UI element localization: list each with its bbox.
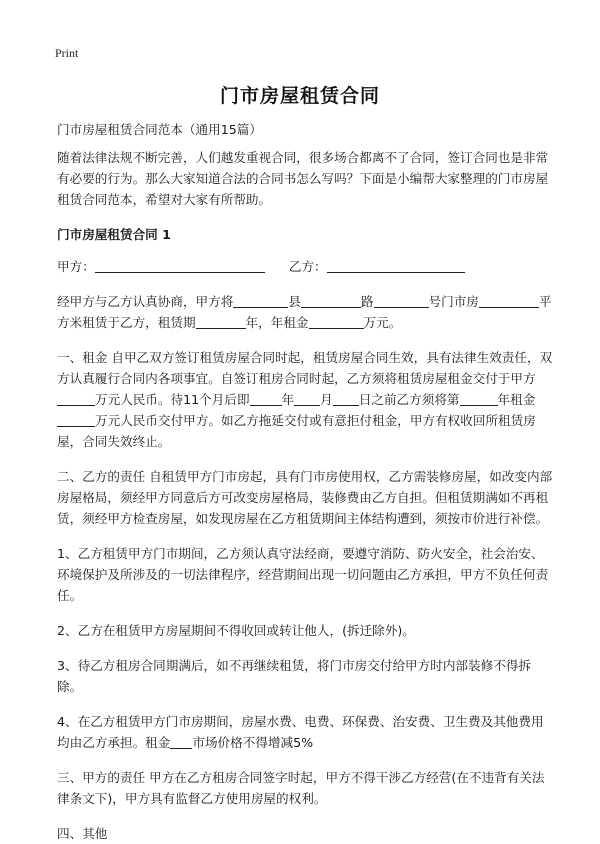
number-blank[interactable] — [374, 293, 429, 308]
agreement-text-5: 平方米租赁于乙方，租赁期 — [57, 294, 552, 330]
clause-3: 3、待乙方租房合同期满后，如不再继续租赁，将门市房交付给甲方时内部装修不得拆除。 — [57, 658, 531, 694]
rent-second-amount-blank[interactable] — [57, 412, 95, 427]
tenant-duty-clause: 二、乙方的责任 自租赁甲方门市房起，具有门市房使用权，乙方需装修房屋，如改变内部房屋格局，须经甲方同意后方可改变房屋格局，装修费由乙方自担。但租赁期满如不再租赁，须经甲方检查房屋，如发现房屋在乙方租赁期间主体结构遭到，须按市价进行补偿。 — [57, 469, 553, 526]
term-blank[interactable] — [196, 314, 246, 329]
rent-nth-year-blank[interactable] — [460, 391, 498, 406]
party-a-blank[interactable] — [95, 258, 265, 273]
rent-text-1: 一、租金 自甲乙双方签订租赁房屋合同时起，租赁房屋合同生效，具有法律生效责任，双方认真履行合同内各项事宜。自签订租房合同时起，乙方须将租赁房屋租金交付于甲方 — [57, 350, 553, 386]
rent-text-4: 月 — [320, 392, 333, 407]
rent-amount-blank[interactable] — [57, 391, 95, 406]
rent-text-7: 万元人民币交付甲方。如乙方拖延交付或有意拒付租金，甲方有权收回所租赁房屋，合同失效终止。 — [57, 413, 536, 449]
agreement-paragraph — [57, 291, 553, 333]
agreement-text-6: 年，年租金 — [245, 315, 309, 330]
agreement-text-1: 经甲方与乙方认真协商，甲方将 — [57, 294, 234, 309]
print-link[interactable]: Print — [55, 46, 79, 60]
section-heading: 门市房屋租赁合同 1 — [57, 227, 171, 242]
road-blank[interactable] — [301, 293, 361, 308]
county-blank[interactable] — [233, 293, 288, 308]
clause-4-text-2: 市场价格不得增减5% — [192, 735, 314, 750]
agreement-text-3: 路 — [360, 294, 374, 309]
document-title: 门市房屋租赁合同 — [219, 85, 380, 107]
clause-1: 1、乙方租赁甲方门市期间，乙方须认真守法经商，要遵守消防、防火安全，社会治安、环境保护及所涉及的一切法律程序，经营期间出现一切问题由乙方承担，甲方不负任何责任。 — [57, 546, 549, 603]
document-body — [57, 119, 553, 844]
rent-text-5: 日之前乙方须将第 — [358, 392, 460, 407]
agreement-text-4: 号门市房 — [428, 294, 479, 309]
clause-2: 2、乙方在租赁甲方房屋期间不得收回或转让他人，(拆迁除外)。 — [57, 623, 415, 638]
rent-change-blank[interactable] — [170, 734, 192, 749]
clause-4-text-1: 4、在乙方租赁甲方门市房期间，房屋水费、电费、环保费、治安费、卫生费及其他费用均由乙方承担。租金 — [57, 714, 544, 750]
rent-year-blank[interactable] — [250, 391, 282, 406]
party-a-label: 甲方： — [57, 259, 95, 274]
rent-text-3: 年 — [281, 392, 295, 407]
rent-text-2: 万元人民币。待11个月后即 — [95, 392, 250, 407]
parties-line — [57, 256, 553, 277]
intro-paragraph: 随着法律法规不断完善，人们越发重视合同，很多场合都离不了合同，签订合同也是非常有必要的行为。那么大家知道合法的合同书怎么写吗？下面是小编帮大家整理的门市房屋租赁合同范本，希望对大家有所帮助。 — [57, 150, 549, 207]
area-blank[interactable] — [479, 293, 539, 308]
document-subtitle: 门市房屋租赁合同范本（通用15篇） — [57, 122, 262, 137]
party-b-label: 乙方： — [288, 259, 327, 274]
rent-text-6: 年租金 — [497, 392, 536, 407]
rent-day-blank[interactable] — [333, 391, 359, 406]
annual-rent-blank[interactable] — [309, 314, 364, 329]
agreement-text-7: 万元。 — [363, 315, 402, 330]
agreement-text-2: 县 — [288, 294, 301, 309]
rent-clause — [57, 347, 553, 452]
clause-4 — [57, 711, 553, 753]
party-b-blank[interactable] — [327, 258, 465, 273]
landlord-duty-clause: 三、甲方的责任 甲方在乙方租房合同签字时起，甲方不得干涉乙方经营(在不违背有关法律条文下)，甲方具有监督乙方使用房屋的权利。 — [57, 770, 545, 806]
rent-month-blank[interactable] — [294, 391, 320, 406]
other-heading: 四、其他 — [57, 826, 108, 841]
